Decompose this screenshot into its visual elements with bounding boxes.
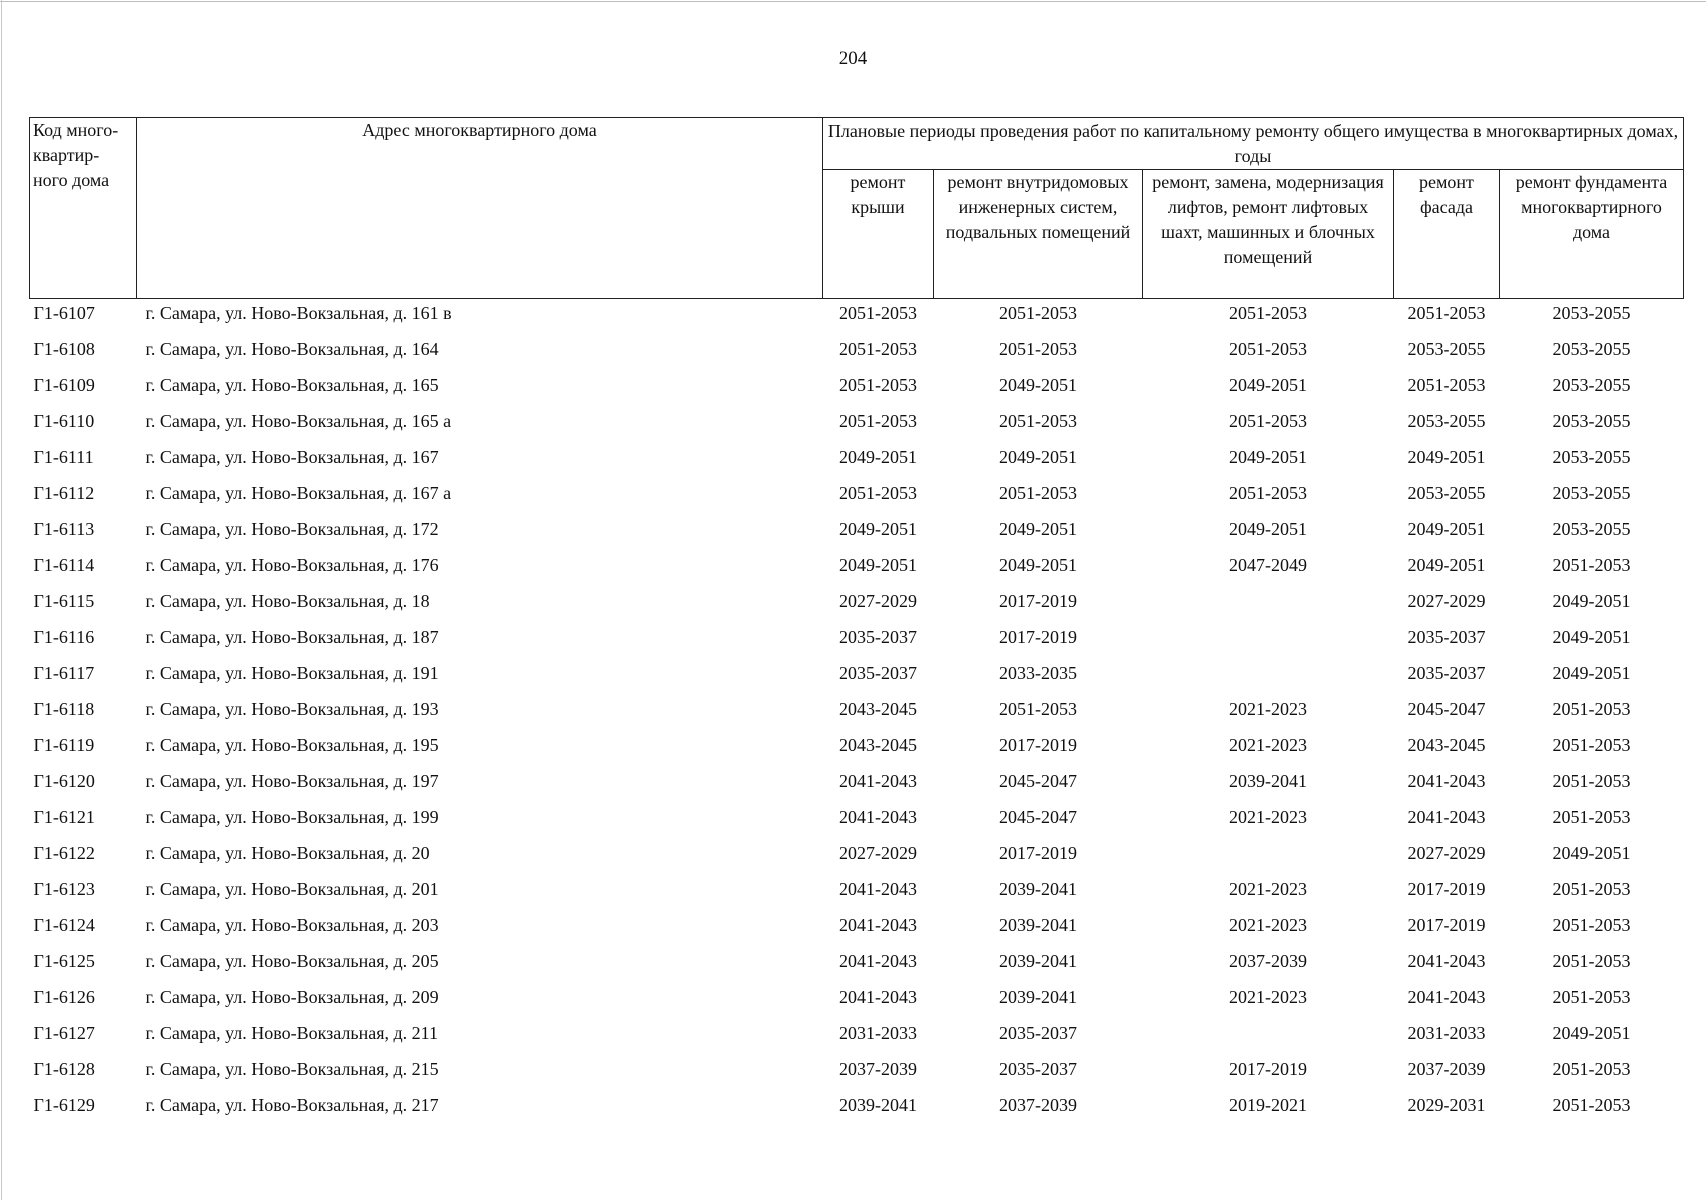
table-row [30, 839, 1684, 875]
table-row [30, 1019, 1684, 1055]
elevators-period-cell [1143, 839, 1394, 875]
house-code-cell: Г1-6125 [33, 951, 95, 971]
foundation-period-cell: 2051-2053 [1552, 879, 1631, 899]
house-code-cell: Г1-6119 [33, 735, 95, 755]
facade-period-cell: 2017-2019 [1407, 915, 1486, 935]
scan-edge-top [0, 1, 1706, 2]
foundation-period-cell: 2049-2051 [1552, 591, 1631, 611]
header-row-top [30, 118, 1684, 170]
roof-period-cell: 2027-2029 [839, 843, 917, 863]
address-cell: г. Самара, ул. Ново-Вокзальная, д. 176 [145, 555, 439, 575]
address-cell: г. Самара, ул. Ново-Вокзальная, д. 193 [145, 699, 439, 719]
engineering-period-cell: 2017-2019 [999, 735, 1077, 755]
code-column-header: Код много-квартир-ного дома [30, 118, 137, 299]
foundation-period-cell: 2051-2053 [1552, 951, 1631, 971]
house-code-cell: Г1-6121 [33, 807, 95, 827]
foundation-period-cell: 2053-2055 [1552, 483, 1631, 503]
roof-period-cell: 2043-2045 [839, 735, 917, 755]
page-number: 204 [838, 48, 868, 69]
repair-schedule-table-wrapper [29, 117, 1683, 1127]
engineering-period-cell: 2037-2039 [999, 1095, 1077, 1115]
address-cell: г. Самара, ул. Ново-Вокзальная, д. 197 [145, 771, 439, 791]
facade-period-cell: 2041-2043 [1407, 951, 1486, 971]
scan-edge-left [1, 0, 2, 1200]
table-row [30, 767, 1684, 803]
house-code-cell: Г1-6124 [33, 915, 95, 935]
address-cell: г. Самара, ул. Ново-Вокзальная, д. 187 [145, 627, 439, 647]
address-cell: г. Самара, ул. Ново-Вокзальная, д. 172 [145, 519, 439, 539]
address-cell: г. Самара, ул. Ново-Вокзальная, д. 20 [145, 843, 430, 863]
foundation-period-cell: 2051-2053 [1552, 915, 1631, 935]
engineering-period-cell: 2017-2019 [999, 843, 1077, 863]
address-cell: г. Самара, ул. Ново-Вокзальная, д. 191 [145, 663, 439, 683]
table-row [30, 1055, 1684, 1091]
table-row [30, 947, 1684, 983]
roof-period-cell: 2051-2053 [839, 339, 917, 359]
address-cell: г. Самара, ул. Ново-Вокзальная, д. 165 [145, 375, 439, 395]
roof-period-cell: 2031-2033 [839, 1023, 917, 1043]
elevators-period-cell: 2051-2053 [1229, 303, 1307, 323]
engineering-period-cell: 2045-2047 [999, 771, 1077, 791]
facade-period-cell: 2041-2043 [1407, 771, 1486, 791]
engineering-period-cell: 2033-2035 [999, 663, 1077, 683]
roof-period-cell: 2051-2053 [839, 375, 917, 395]
engineering-period-cell: 2039-2041 [999, 879, 1077, 899]
elevators-column-header: ремонт, замена, модернизация лифтов, ремонт лифтовых шахт, машинных и блочных помещений [1143, 170, 1394, 299]
address-cell: г. Самара, ул. Ново-Вокзальная, д. 209 [145, 987, 439, 1007]
facade-period-cell: 2041-2043 [1407, 987, 1486, 1007]
address-cell: г. Самара, ул. Ново-Вокзальная, д. 201 [145, 879, 439, 899]
address-cell: г. Самара, ул. Ново-Вокзальная, д. 164 [145, 339, 439, 359]
house-code-cell: Г1-6116 [33, 627, 95, 647]
elevators-period-cell [1143, 623, 1394, 659]
roof-period-cell: 2049-2051 [839, 447, 917, 467]
roof-period-cell: 2043-2045 [839, 699, 917, 719]
elevators-period-cell [1143, 659, 1394, 695]
table-row [30, 407, 1684, 443]
table-row [30, 695, 1684, 731]
foundation-period-cell: 2051-2053 [1552, 1095, 1631, 1115]
house-code-cell: Г1-6110 [33, 411, 95, 431]
elevators-period-cell: 2021-2023 [1229, 807, 1307, 827]
facade-period-cell: 2035-2037 [1407, 627, 1486, 647]
table-body [30, 299, 1684, 1128]
facade-period-cell: 2017-2019 [1407, 879, 1486, 899]
house-code-cell: Г1-6118 [33, 699, 95, 719]
roof-period-cell: 2041-2043 [839, 915, 917, 935]
facade-period-cell: 2049-2051 [1407, 447, 1486, 467]
table-row [30, 335, 1684, 371]
facade-period-cell: 2031-2033 [1407, 1023, 1486, 1043]
table-header [30, 118, 1684, 299]
facade-period-cell: 2053-2055 [1407, 483, 1486, 503]
engineering-period-cell: 2045-2047 [999, 807, 1077, 827]
roof-period-cell: 2037-2039 [839, 1059, 917, 1079]
address-cell: г. Самара, ул. Ново-Вокзальная, д. 199 [145, 807, 439, 827]
foundation-period-cell: 2051-2053 [1552, 699, 1631, 719]
engineering-period-cell: 2049-2051 [999, 447, 1077, 467]
facade-period-cell: 2027-2029 [1407, 591, 1486, 611]
address-cell: г. Самара, ул. Ново-Вокзальная, д. 165 а [145, 411, 452, 431]
facade-period-cell: 2035-2037 [1407, 663, 1486, 683]
foundation-period-cell: 2051-2053 [1552, 771, 1631, 791]
foundation-period-cell: 2053-2055 [1552, 519, 1631, 539]
engineering-period-cell: 2035-2037 [999, 1059, 1077, 1079]
facade-period-cell: 2053-2055 [1407, 411, 1486, 431]
house-code-cell: Г1-6111 [33, 447, 94, 467]
engineering-column-header: ремонт внутридомовых инженерных систем, подвальных помещений [934, 170, 1143, 299]
elevators-period-cell: 2049-2051 [1229, 519, 1307, 539]
elevators-period-cell: 2051-2053 [1229, 411, 1307, 431]
foundation-period-cell: 2049-2051 [1552, 1023, 1631, 1043]
house-code-cell: Г1-6109 [33, 375, 95, 395]
engineering-period-cell: 2039-2041 [999, 915, 1077, 935]
address-cell: г. Самара, ул. Ново-Вокзальная, д. 195 [145, 735, 439, 755]
elevators-period-cell: 2021-2023 [1229, 987, 1307, 1007]
facade-column-header: ремонт фасада [1394, 170, 1500, 299]
foundation-period-cell: 2051-2053 [1552, 555, 1631, 575]
house-code-cell: Г1-6117 [33, 663, 95, 683]
facade-period-cell: 2049-2051 [1407, 519, 1486, 539]
roof-period-cell: 2041-2043 [839, 807, 917, 827]
foundation-period-cell: 2053-2055 [1552, 447, 1631, 467]
table-row [30, 587, 1684, 623]
engineering-period-cell: 2017-2019 [999, 627, 1077, 647]
table-row [30, 623, 1684, 659]
elevators-period-cell: 2019-2021 [1229, 1095, 1307, 1115]
house-code-cell: Г1-6126 [33, 987, 95, 1007]
roof-period-cell: 2035-2037 [839, 627, 917, 647]
foundation-period-cell: 2051-2053 [1552, 735, 1631, 755]
roof-period-cell: 2041-2043 [839, 879, 917, 899]
roof-period-cell: 2039-2041 [839, 1095, 917, 1115]
foundation-period-cell: 2053-2055 [1552, 411, 1631, 431]
house-code-cell: Г1-6108 [33, 339, 95, 359]
house-code-cell: Г1-6114 [33, 555, 95, 575]
facade-period-cell: 2027-2029 [1407, 843, 1486, 863]
foundation-period-cell: 2053-2055 [1552, 303, 1631, 323]
address-cell: г. Самара, ул. Ново-Вокзальная, д. 161 в [145, 303, 452, 323]
elevators-period-cell: 2051-2053 [1229, 483, 1307, 503]
roof-period-cell: 2041-2043 [839, 951, 917, 971]
elevators-period-cell [1143, 587, 1394, 623]
roof-period-cell: 2041-2043 [839, 987, 917, 1007]
foundation-column-header: ремонт фундамента многоквартирного дома [1500, 170, 1684, 299]
facade-period-cell: 2051-2053 [1407, 303, 1486, 323]
address-cell: г. Самара, ул. Ново-Вокзальная, д. 205 [145, 951, 439, 971]
engineering-period-cell: 2049-2051 [999, 519, 1077, 539]
foundation-period-cell: 2049-2051 [1552, 663, 1631, 683]
foundation-period-cell: 2051-2053 [1552, 807, 1631, 827]
elevators-period-cell: 2021-2023 [1229, 915, 1307, 935]
foundation-period-cell: 2051-2053 [1552, 987, 1631, 1007]
roof-period-cell: 2051-2053 [839, 303, 917, 323]
elevators-period-cell: 2017-2019 [1229, 1059, 1307, 1079]
engineering-period-cell: 2051-2053 [999, 699, 1077, 719]
roof-period-cell: 2041-2043 [839, 771, 917, 791]
engineering-period-cell: 2049-2051 [999, 375, 1077, 395]
roof-period-cell: 2049-2051 [839, 555, 917, 575]
table-row [30, 479, 1684, 515]
house-code-cell: Г1-6129 [33, 1095, 95, 1115]
engineering-period-cell: 2039-2041 [999, 951, 1077, 971]
engineering-period-cell: 2017-2019 [999, 591, 1077, 611]
elevators-period-cell: 2039-2041 [1229, 771, 1307, 791]
foundation-period-cell: 2049-2051 [1552, 627, 1631, 647]
roof-period-cell: 2027-2029 [839, 591, 917, 611]
elevators-period-cell: 2037-2039 [1229, 951, 1307, 971]
facade-period-cell: 2053-2055 [1407, 339, 1486, 359]
house-code-cell: Г1-6127 [33, 1023, 95, 1043]
facade-period-cell: 2037-2039 [1407, 1059, 1486, 1079]
elevators-period-cell: 2051-2053 [1229, 339, 1307, 359]
facade-period-cell: 2041-2043 [1407, 807, 1486, 827]
house-code-cell: Г1-6122 [33, 843, 95, 863]
elevators-period-cell [1143, 1019, 1394, 1055]
engineering-period-cell: 2051-2053 [999, 483, 1077, 503]
address-cell: г. Самара, ул. Ново-Вокзальная, д. 18 [145, 591, 430, 611]
address-cell: г. Самара, ул. Ново-Вокзальная, д. 167 а [145, 483, 452, 503]
planned-periods-group-header: Плановые периоды проведения работ по капитальному ремонту общего имущества в многоквартирных домах, годы [823, 118, 1684, 170]
repair-schedule-table [29, 117, 1684, 1127]
engineering-period-cell: 2035-2037 [999, 1023, 1077, 1043]
table-row [30, 515, 1684, 551]
table-row [30, 371, 1684, 407]
foundation-period-cell: 2053-2055 [1552, 339, 1631, 359]
table-row [30, 659, 1684, 695]
engineering-period-cell: 2049-2051 [999, 555, 1077, 575]
table-row [30, 731, 1684, 767]
table-row [30, 983, 1684, 1019]
address-cell: г. Самара, ул. Ново-Вокзальная, д. 203 [145, 915, 439, 935]
engineering-period-cell: 2051-2053 [999, 303, 1077, 323]
elevators-period-cell: 2021-2023 [1229, 879, 1307, 899]
table-row [30, 1091, 1684, 1127]
facade-period-cell: 2049-2051 [1407, 555, 1486, 575]
foundation-period-cell: 2049-2051 [1552, 843, 1631, 863]
table-row [30, 551, 1684, 587]
house-code-cell: Г1-6112 [33, 483, 95, 503]
foundation-period-cell: 2053-2055 [1552, 375, 1631, 395]
table-row [30, 299, 1684, 336]
roof-period-cell: 2049-2051 [839, 519, 917, 539]
address-cell: г. Самара, ул. Ново-Вокзальная, д. 217 [145, 1095, 439, 1115]
house-code-cell: Г1-6120 [33, 771, 95, 791]
facade-period-cell: 2043-2045 [1407, 735, 1486, 755]
facade-period-cell: 2051-2053 [1407, 375, 1486, 395]
roof-period-cell: 2035-2037 [839, 663, 917, 683]
address-column-header: Адрес многоквартирного дома [137, 118, 823, 299]
elevators-period-cell: 2049-2051 [1229, 375, 1307, 395]
roof-column-header: ремонт крыши [823, 170, 934, 299]
engineering-period-cell: 2051-2053 [999, 411, 1077, 431]
address-cell: г. Самара, ул. Ново-Вокзальная, д. 167 [145, 447, 439, 467]
facade-period-cell: 2045-2047 [1407, 699, 1486, 719]
table-row [30, 911, 1684, 947]
house-code-cell: Г1-6107 [33, 303, 95, 323]
house-code-cell: Г1-6123 [33, 879, 95, 899]
table-row [30, 875, 1684, 911]
engineering-period-cell: 2051-2053 [999, 339, 1077, 359]
roof-period-cell: 2051-2053 [839, 411, 917, 431]
table-row [30, 803, 1684, 839]
house-code-cell: Г1-6115 [33, 591, 95, 611]
elevators-period-cell: 2021-2023 [1229, 735, 1307, 755]
foundation-period-cell: 2051-2053 [1552, 1059, 1631, 1079]
house-code-cell: Г1-6128 [33, 1059, 95, 1079]
engineering-period-cell: 2039-2041 [999, 987, 1077, 1007]
elevators-period-cell: 2049-2051 [1229, 447, 1307, 467]
address-cell: г. Самара, ул. Ново-Вокзальная, д. 211 [145, 1023, 439, 1043]
roof-period-cell: 2051-2053 [839, 483, 917, 503]
table-row [30, 443, 1684, 479]
elevators-period-cell: 2021-2023 [1229, 699, 1307, 719]
address-cell: г. Самара, ул. Ново-Вокзальная, д. 215 [145, 1059, 439, 1079]
house-code-cell: Г1-6113 [33, 519, 95, 539]
facade-period-cell: 2029-2031 [1407, 1095, 1486, 1115]
elevators-period-cell: 2047-2049 [1229, 555, 1307, 575]
